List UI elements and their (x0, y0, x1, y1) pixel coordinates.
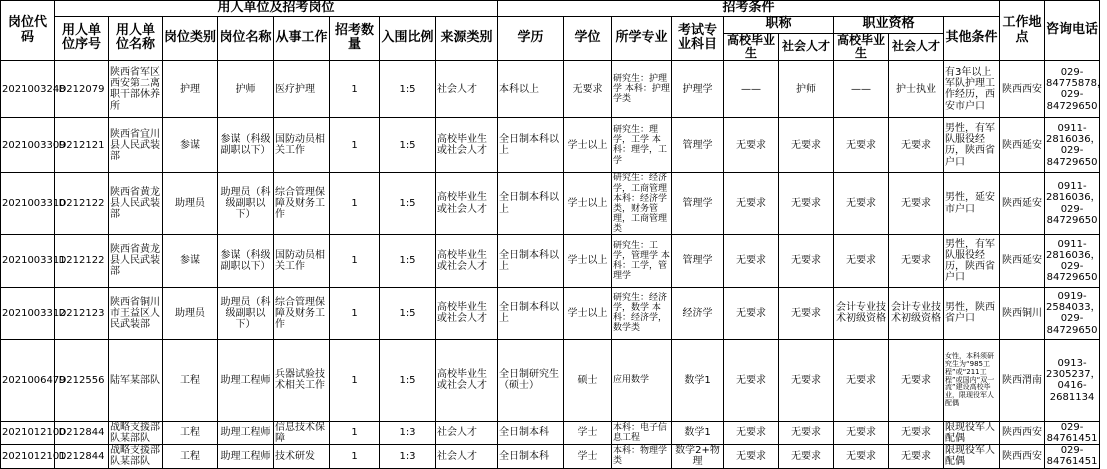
header-exam: 考试专业科目 (672, 16, 724, 61)
major-cell: 本科：物理学类 (612, 445, 672, 468)
title-social-cell: 无要求 (779, 173, 834, 234)
unit-name-cell: 陕西省军区西安第二离职干部休养所 (109, 61, 163, 118)
table-row (1, 173, 1100, 234)
title-grad-cell: 无要求 (724, 173, 779, 234)
header-other: 其他条件 (944, 16, 1000, 61)
quota-cell: 1 (330, 339, 380, 421)
ratio-cell: 1:5 (380, 61, 436, 118)
header-edu: 学历 (498, 16, 564, 61)
degree-cell: 学士以上 (564, 234, 612, 287)
quota-cell: 1 (330, 173, 380, 234)
unit-name-cell: 陆军某部队 (109, 339, 163, 421)
place-cell: 陕西铜川 (1000, 287, 1045, 339)
major-cell: 研究生：经济学，工商管理 本科：经济学类，财务管理，工商管理类 (612, 173, 672, 234)
unit-code-cell: D212844 (55, 421, 109, 444)
unit-name-cell: 陕西省宜川县人民武装部 (109, 118, 163, 173)
work-cell: 信息技术保障 (274, 421, 330, 444)
phone-cell: 0919-2584033，029-84729650 (1045, 287, 1100, 339)
category-cell: 工程 (163, 445, 218, 468)
title-social-cell: 无要求 (779, 287, 834, 339)
source-cell: 高校毕业生或社会人才 (436, 173, 498, 234)
post-name-cell: 助理员（科级副职以下） (218, 287, 274, 339)
edu-cell: 全日制本科以上 (498, 287, 564, 339)
unit-name-cell: 陕西省铜川市王益区人民武装部 (109, 287, 163, 339)
title-social-cell: 无要求 (779, 118, 834, 173)
qual-social-cell: 无要求 (889, 234, 944, 287)
place-cell: 陕西西安 (1000, 61, 1045, 118)
title-grad-cell: 无要求 (724, 118, 779, 173)
qual-grad-cell: 无要求 (834, 234, 889, 287)
degree-cell: 硕士 (564, 339, 612, 421)
category-cell: 工程 (163, 339, 218, 421)
post-id-cell: 2021003248 (1, 61, 55, 118)
edu-cell: 全日制本科以上 (498, 234, 564, 287)
degree-cell: 学士以上 (564, 118, 612, 173)
place-cell: 陕西渭南 (1000, 339, 1045, 421)
exam-cell: 数学1 (672, 339, 724, 421)
header-title-social: 社会人才 (779, 33, 834, 61)
category-cell: 参谋 (163, 118, 218, 173)
header-cond-group: 招考条件 (498, 1, 1000, 17)
phone-cell: 0911-2816036，029-84729650 (1045, 173, 1100, 234)
title-grad-cell: 无要求 (724, 421, 779, 444)
ratio-cell: 1:3 (380, 445, 436, 468)
work-cell: 综合管理保障及财务工作 (274, 287, 330, 339)
table-row (1, 445, 1100, 468)
degree-cell: 学士 (564, 421, 612, 444)
header-id: 岗位代码 (1, 1, 55, 61)
place-cell: 陕西西安 (1000, 421, 1045, 444)
category-cell: 参谋 (163, 234, 218, 287)
major-cell: 研究生：经济学，数学 本科：经济学，数学类 (612, 287, 672, 339)
category-cell: 助理员 (163, 287, 218, 339)
ratio-cell: 1:5 (380, 287, 436, 339)
title-grad-cell: 无要求 (724, 234, 779, 287)
major-cell: 本科：电子信息工程 (612, 421, 672, 444)
edu-cell: 本科以上 (498, 61, 564, 118)
exam-cell: 管理学 (672, 118, 724, 173)
unit-name-cell: 战略支援部队某部队 (109, 445, 163, 468)
post-name-cell: 助理工程师 (218, 421, 274, 444)
quota-cell: 1 (330, 445, 380, 468)
quota-cell: 1 (330, 61, 380, 118)
post-name-cell: 助理工程师 (218, 445, 274, 468)
qual-social-cell: 会计专业技术初级资格 (889, 287, 944, 339)
place-cell: 陕西延安 (1000, 173, 1045, 234)
unit-name-cell: 陕西省黄龙县人民武装部 (109, 173, 163, 234)
post-id-cell: 2021006479 (1, 339, 55, 421)
place-cell: 陕西延安 (1000, 234, 1045, 287)
table-row (1, 421, 1100, 444)
header-work: 从事工作 (274, 16, 330, 61)
qual-grad-cell: —— (834, 61, 889, 118)
unit-code-cell: D212079 (55, 61, 109, 118)
qual-social-cell: 无要求 (889, 118, 944, 173)
header-unit-group: 用人单位及招考岗位 (55, 1, 498, 17)
title-grad-cell: —— (724, 61, 779, 118)
category-cell: 工程 (163, 421, 218, 444)
exam-cell: 数学2+物理 (672, 445, 724, 468)
phone-cell: 029-84761451 (1045, 445, 1100, 468)
work-cell: 国防动员相关工作 (274, 118, 330, 173)
source-cell: 高校毕业生或社会人才 (436, 234, 498, 287)
degree-cell: 学士以上 (564, 287, 612, 339)
qual-grad-cell: 无要求 (834, 339, 889, 421)
edu-cell: 全日制本科以上 (498, 173, 564, 234)
major-cell: 研究生：护理学 本科：护理学类 (612, 61, 672, 118)
source-cell: 社会人才 (436, 421, 498, 444)
header-title-group: 职称 (724, 16, 834, 33)
qual-social-cell: 护士执业 (889, 61, 944, 118)
header-qual-grad: 高校毕业生 (834, 33, 889, 61)
table-row (1, 118, 1100, 173)
quota-cell: 1 (330, 421, 380, 444)
other-cell: 限现役军人配偶 (944, 445, 1000, 468)
post-name-cell: 助理员（科级副职以下） (218, 173, 274, 234)
title-grad-cell: 无要求 (724, 287, 779, 339)
exam-cell: 经济学 (672, 287, 724, 339)
post-id-cell: 2021003312 (1, 287, 55, 339)
header-unit-name: 用人单位名称 (109, 16, 163, 61)
post-name-cell: 参谋（科级副职以下） (218, 234, 274, 287)
qual-grad-cell: 无要求 (834, 421, 889, 444)
header-qual-group: 职业资格 (834, 16, 944, 33)
ratio-cell: 1:5 (380, 234, 436, 287)
qual-grad-cell: 会计专业技术初级资格 (834, 287, 889, 339)
title-social-cell: 无要求 (779, 421, 834, 444)
quota-cell: 1 (330, 234, 380, 287)
header-phone: 咨询电话 (1045, 1, 1100, 61)
exam-cell: 管理学 (672, 234, 724, 287)
degree-cell: 无要求 (564, 61, 612, 118)
other-cell: 有3年以上军队护理工作经历，西安市户口 (944, 61, 1000, 118)
source-cell: 高校毕业生或社会人才 (436, 287, 498, 339)
work-cell: 国防动员相关工作 (274, 234, 330, 287)
header-major: 所学专业 (612, 16, 672, 61)
table-row (1, 287, 1100, 339)
unit-code-cell: D212122 (55, 173, 109, 234)
title-grad-cell: 无要求 (724, 339, 779, 421)
title-grad-cell: 无要求 (724, 445, 779, 468)
unit-code-cell: D212121 (55, 118, 109, 173)
ratio-cell: 1:5 (380, 118, 436, 173)
source-cell: 高校毕业生或社会人才 (436, 118, 498, 173)
unit-code-cell: D212123 (55, 287, 109, 339)
quota-cell: 1 (330, 287, 380, 339)
post-id-cell: 2021003310 (1, 173, 55, 234)
table-row (1, 61, 1100, 118)
exam-cell: 管理学 (672, 173, 724, 234)
category-cell: 护理 (163, 61, 218, 118)
major-cell: 应用数学 (612, 339, 672, 421)
qual-grad-cell: 无要求 (834, 445, 889, 468)
header-category: 岗位类别 (163, 16, 218, 61)
category-cell: 助理员 (163, 173, 218, 234)
title-social-cell: 护师 (779, 61, 834, 118)
other-cell: 男性，有军队服役经历，陕西省户口 (944, 234, 1000, 287)
source-cell: 高校毕业生或社会人才 (436, 339, 498, 421)
exam-cell: 数学1 (672, 421, 724, 444)
title-social-cell: 无要求 (779, 234, 834, 287)
other-cell: 限现役军人配偶 (944, 421, 1000, 444)
edu-cell: 全日制本科 (498, 445, 564, 468)
title-social-cell: 无要求 (779, 339, 834, 421)
unit-name-cell: 陕西省黄龙县人民武装部 (109, 234, 163, 287)
qual-social-cell: 无要求 (889, 339, 944, 421)
source-cell: 社会人才 (436, 445, 498, 468)
header-title-grad: 高校毕业生 (724, 33, 779, 61)
post-id-cell: 2021003311 (1, 234, 55, 287)
place-cell: 陕西西安 (1000, 445, 1045, 468)
unit-code-cell: D212556 (55, 339, 109, 421)
major-cell: 研究生：理学，工学 本科：理学，工学 (612, 118, 672, 173)
phone-cell: 029-84761451 (1045, 421, 1100, 444)
header-place: 工作地点 (1000, 1, 1045, 61)
table-row (1, 234, 1100, 287)
qual-grad-cell: 无要求 (834, 173, 889, 234)
work-cell: 技术研发 (274, 445, 330, 468)
edu-cell: 全日制本科以上 (498, 118, 564, 173)
quota-cell: 1 (330, 118, 380, 173)
phone-cell: 0911-2816036，029-84729650 (1045, 234, 1100, 287)
other-cell: 男性，延安市户口 (944, 173, 1000, 234)
title-social-cell: 无要求 (779, 445, 834, 468)
other-cell: 女性，本科须研究生为“985工程”或“211工程”或国内“双一流”建设高校毕业，限现役军人配偶 (944, 339, 1000, 421)
qual-social-cell: 无要求 (889, 173, 944, 234)
unit-code-cell: D212122 (55, 234, 109, 287)
header-degree: 学位 (564, 16, 612, 61)
phone-cell: 0911-2816036，029-84729650 (1045, 118, 1100, 173)
source-cell: 社会人才 (436, 61, 498, 118)
degree-cell: 学士以上 (564, 173, 612, 234)
unit-name-cell: 战略支援部队某部队 (109, 421, 163, 444)
edu-cell: 全日制研究生（硕士） (498, 339, 564, 421)
post-id-cell: 2021012100 (1, 421, 55, 444)
post-id-cell: 2021012101 (1, 445, 55, 468)
ratio-cell: 1:5 (380, 173, 436, 234)
header-qual-social: 社会人才 (889, 33, 944, 61)
ratio-cell: 1:3 (380, 421, 436, 444)
ratio-cell: 1:5 (380, 339, 436, 421)
degree-cell: 学士 (564, 445, 612, 468)
work-cell: 综合管理保障及财务工作 (274, 173, 330, 234)
qual-grad-cell: 无要求 (834, 118, 889, 173)
table-row (1, 339, 1100, 421)
other-cell: 男性，有军队服役经历，陕西省户口 (944, 118, 1000, 173)
work-cell: 医疗护理 (274, 61, 330, 118)
major-cell: 研究生：工学，管理学 本科：工学，管理学 (612, 234, 672, 287)
edu-cell: 全日制本科 (498, 421, 564, 444)
exam-cell: 护理学 (672, 61, 724, 118)
header-quota: 招考数量 (330, 16, 380, 61)
post-name-cell: 护师 (218, 61, 274, 118)
other-cell: 男性，陕西省户口 (944, 287, 1000, 339)
work-cell: 兵器试验技术相关工作 (274, 339, 330, 421)
post-name-cell: 参谋（科级副职以下） (218, 118, 274, 173)
qual-social-cell: 无要求 (889, 445, 944, 468)
header-source: 来源类别 (436, 16, 498, 61)
post-id-cell: 2021003309 (1, 118, 55, 173)
place-cell: 陕西延安 (1000, 118, 1045, 173)
header-ratio: 入围比例 (380, 16, 436, 61)
header-post-name: 岗位名称 (218, 16, 274, 61)
header-unit-code: 用人单位序号 (55, 16, 109, 61)
phone-cell: 0913-2305237，0416-2681134 (1045, 339, 1100, 421)
unit-code-cell: D212844 (55, 445, 109, 468)
qual-social-cell: 无要求 (889, 421, 944, 444)
post-name-cell: 助理工程师 (218, 339, 274, 421)
phone-cell: 029-84775878，029-84729650 (1045, 61, 1100, 118)
